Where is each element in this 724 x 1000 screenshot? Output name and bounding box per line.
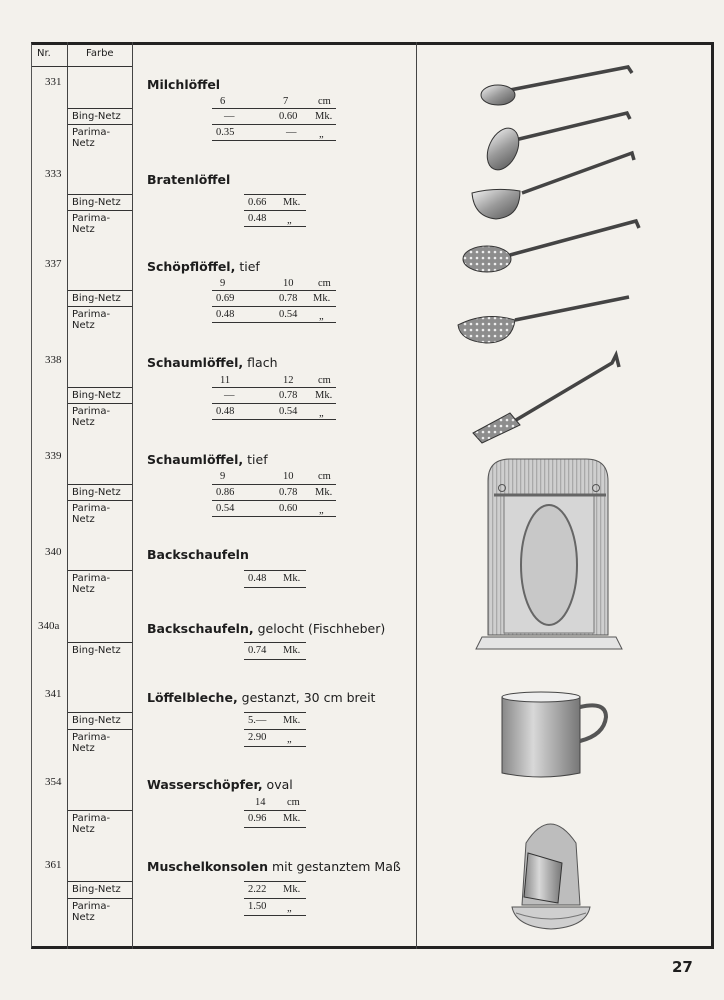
table-rule <box>212 306 336 307</box>
size-header: 9 <box>220 471 226 482</box>
finish-label: Parima-Netz <box>72 732 111 754</box>
table-rule <box>212 290 336 291</box>
product-illustrations <box>420 45 710 945</box>
price-unit: Mk. <box>283 884 301 895</box>
price-unit: „ <box>319 129 324 140</box>
table-rule <box>244 898 306 899</box>
table-rule <box>212 124 336 125</box>
column-divider-farbe <box>132 42 133 949</box>
price-cell: — <box>286 127 297 138</box>
price-cell: — <box>224 390 235 401</box>
finish-label: Bing-Netz <box>72 884 121 895</box>
price-unit: „ <box>287 734 292 745</box>
table-rule <box>212 516 336 517</box>
label-rule <box>68 108 132 109</box>
item-number: 354 <box>45 776 62 788</box>
price-cell: 0.48 <box>216 406 235 417</box>
flat-skimmer-icon <box>463 221 639 272</box>
price-cell: 0.48 <box>216 309 235 320</box>
table-rule <box>212 140 336 141</box>
price-cell: 2.90 <box>248 732 267 743</box>
label-rule <box>68 810 132 811</box>
price-cell: 5.— <box>248 715 267 726</box>
table-rule <box>244 642 306 643</box>
item-title: Muschelkonsolen mit gestanztem Maß <box>147 859 401 874</box>
label-rule <box>68 387 132 388</box>
price-unit: „ <box>319 408 324 419</box>
price-unit: Mk. <box>315 390 333 401</box>
header-nr: Nr. <box>37 48 51 59</box>
table-rule <box>244 712 306 713</box>
price-cell: 0.96 <box>248 813 267 824</box>
unit-header: cm <box>287 797 300 808</box>
price-unit: „ <box>287 903 292 914</box>
finish-label: Parima-Netz <box>72 813 111 835</box>
price-unit: „ <box>319 311 324 322</box>
size-header: 6 <box>220 96 226 107</box>
water-dipper-icon <box>502 692 606 777</box>
price-unit: „ <box>287 215 292 226</box>
table-rule <box>244 659 306 660</box>
finish-label: Parima-Netz <box>72 573 111 595</box>
price-unit: Mk. <box>315 487 333 498</box>
price-unit: Mk. <box>283 715 301 726</box>
unit-header: cm <box>318 278 331 289</box>
item-number: 331 <box>45 76 62 88</box>
table-rule <box>212 322 336 323</box>
milk-ladle-icon <box>481 67 632 105</box>
price-cell: 0.66 <box>248 197 267 208</box>
price-unit: Mk. <box>283 197 301 208</box>
size-header: 12 <box>283 375 294 386</box>
item-number: 333 <box>45 168 62 180</box>
table-rule <box>212 387 336 388</box>
item-title: Bratenlöffel <box>147 172 231 187</box>
price-unit: „ <box>319 505 324 516</box>
price-unit: Mk. <box>315 111 333 122</box>
header-farbe: Farbe <box>86 48 114 59</box>
table-rule <box>244 210 306 211</box>
label-rule <box>68 881 132 882</box>
price-cell: 0.78 <box>279 293 298 304</box>
item-title: Schaumlöffel, tief <box>147 452 268 467</box>
item-number: 339 <box>45 450 62 462</box>
item-title: Löffelbleche, gestanzt, 30 cm breit <box>147 690 376 705</box>
price-cell: 0.54 <box>279 309 298 320</box>
label-rule <box>68 124 132 125</box>
label-rule <box>68 898 132 899</box>
table-rule <box>212 403 336 404</box>
price-cell: 0.48 <box>248 213 267 224</box>
label-rule <box>68 306 132 307</box>
item-number: 361 <box>45 859 62 871</box>
table-rule <box>212 419 336 420</box>
table-rule <box>212 484 336 485</box>
item-number: 340 <box>45 546 62 558</box>
item-title: Backschaufeln <box>147 547 249 562</box>
price-unit: Mk. <box>313 293 331 304</box>
label-rule <box>68 290 132 291</box>
table-rule <box>244 194 306 195</box>
price-cell: 0.35 <box>216 127 235 138</box>
size-header: 10 <box>283 471 294 482</box>
finish-label: Bing-Netz <box>72 390 121 401</box>
item-title: Backschaufeln, gelocht (Fischheber) <box>147 621 386 636</box>
table-rule <box>244 915 306 916</box>
item-title: Schaumlöffel, flach <box>147 355 278 370</box>
label-rule <box>68 210 132 211</box>
size-header: 14 <box>255 797 266 808</box>
price-cell: 2.22 <box>248 884 267 895</box>
table-rule <box>212 500 336 501</box>
item-number: 341 <box>45 688 62 700</box>
finish-label: Bing-Netz <box>72 487 121 498</box>
price-cell: 0.78 <box>279 487 298 498</box>
label-rule <box>68 570 132 571</box>
item-title: Wasserschöpfer, oval <box>147 777 293 792</box>
column-divider-illustrations <box>416 42 417 949</box>
price-cell: 0.48 <box>248 573 267 584</box>
item-number: 340a <box>38 620 60 632</box>
finish-label: Parima-Netz <box>72 406 111 428</box>
finish-label: Bing-Netz <box>72 197 121 208</box>
price-cell: 1.50 <box>248 901 267 912</box>
item-title: Milchlöffel <box>147 77 221 92</box>
finish-label: Parima-Netz <box>72 901 111 923</box>
price-unit: Mk. <box>283 573 301 584</box>
unit-header: cm <box>318 471 331 482</box>
finish-label: Parima-Netz <box>72 213 111 235</box>
finish-label: Parima-Netz <box>72 309 111 331</box>
price-cell: 0.78 <box>279 390 298 401</box>
table-rule <box>244 587 306 588</box>
table-rule <box>244 810 306 811</box>
unit-header: cm <box>318 375 331 386</box>
size-header: 7 <box>283 96 289 107</box>
roasting-spoon-icon <box>481 113 630 175</box>
price-cell: 0.86 <box>216 487 235 498</box>
label-rule <box>68 729 132 730</box>
shell-console-icon <box>512 824 590 929</box>
page-number: 27 <box>672 958 693 976</box>
price-unit: Mk. <box>283 645 301 656</box>
price-cell: 0.54 <box>216 503 235 514</box>
label-rule <box>68 642 132 643</box>
price-cell: 0.74 <box>248 645 267 656</box>
header-rule <box>32 66 132 67</box>
table-rule <box>212 108 336 109</box>
item-title: Schöpflöffel, tief <box>147 259 260 274</box>
label-rule <box>68 403 132 404</box>
table-rule <box>244 746 306 747</box>
finish-label: Bing-Netz <box>72 111 121 122</box>
table-rule <box>244 226 306 227</box>
table-rule <box>244 827 306 828</box>
finish-label: Parima-Netz <box>72 127 111 149</box>
unit-header: cm <box>318 96 331 107</box>
spoon-rack-icon <box>476 459 622 649</box>
price-cell: 0.69 <box>216 293 235 304</box>
size-header: 10 <box>283 278 294 289</box>
price-unit: Mk. <box>283 813 301 824</box>
label-rule <box>68 194 132 195</box>
finish-label: Bing-Netz <box>72 645 121 656</box>
table-rule <box>244 881 306 882</box>
finish-label: Parima-Netz <box>72 503 111 525</box>
finish-label: Bing-Netz <box>72 715 121 726</box>
label-rule <box>68 712 132 713</box>
spatula-icon <box>473 355 619 443</box>
size-header: 11 <box>220 375 231 386</box>
table-rule <box>244 729 306 730</box>
finish-label: Bing-Netz <box>72 293 121 304</box>
size-header: 9 <box>220 278 226 289</box>
price-cell: — <box>224 111 235 122</box>
price-cell: 0.60 <box>279 111 298 122</box>
deep-skimmer-icon <box>458 297 629 343</box>
label-rule <box>68 484 132 485</box>
price-cell: 0.60 <box>279 503 298 514</box>
label-rule <box>68 500 132 501</box>
table-rule <box>244 570 306 571</box>
price-cell: 0.54 <box>279 406 298 417</box>
item-number: 338 <box>45 354 62 366</box>
item-number: 337 <box>45 258 62 270</box>
